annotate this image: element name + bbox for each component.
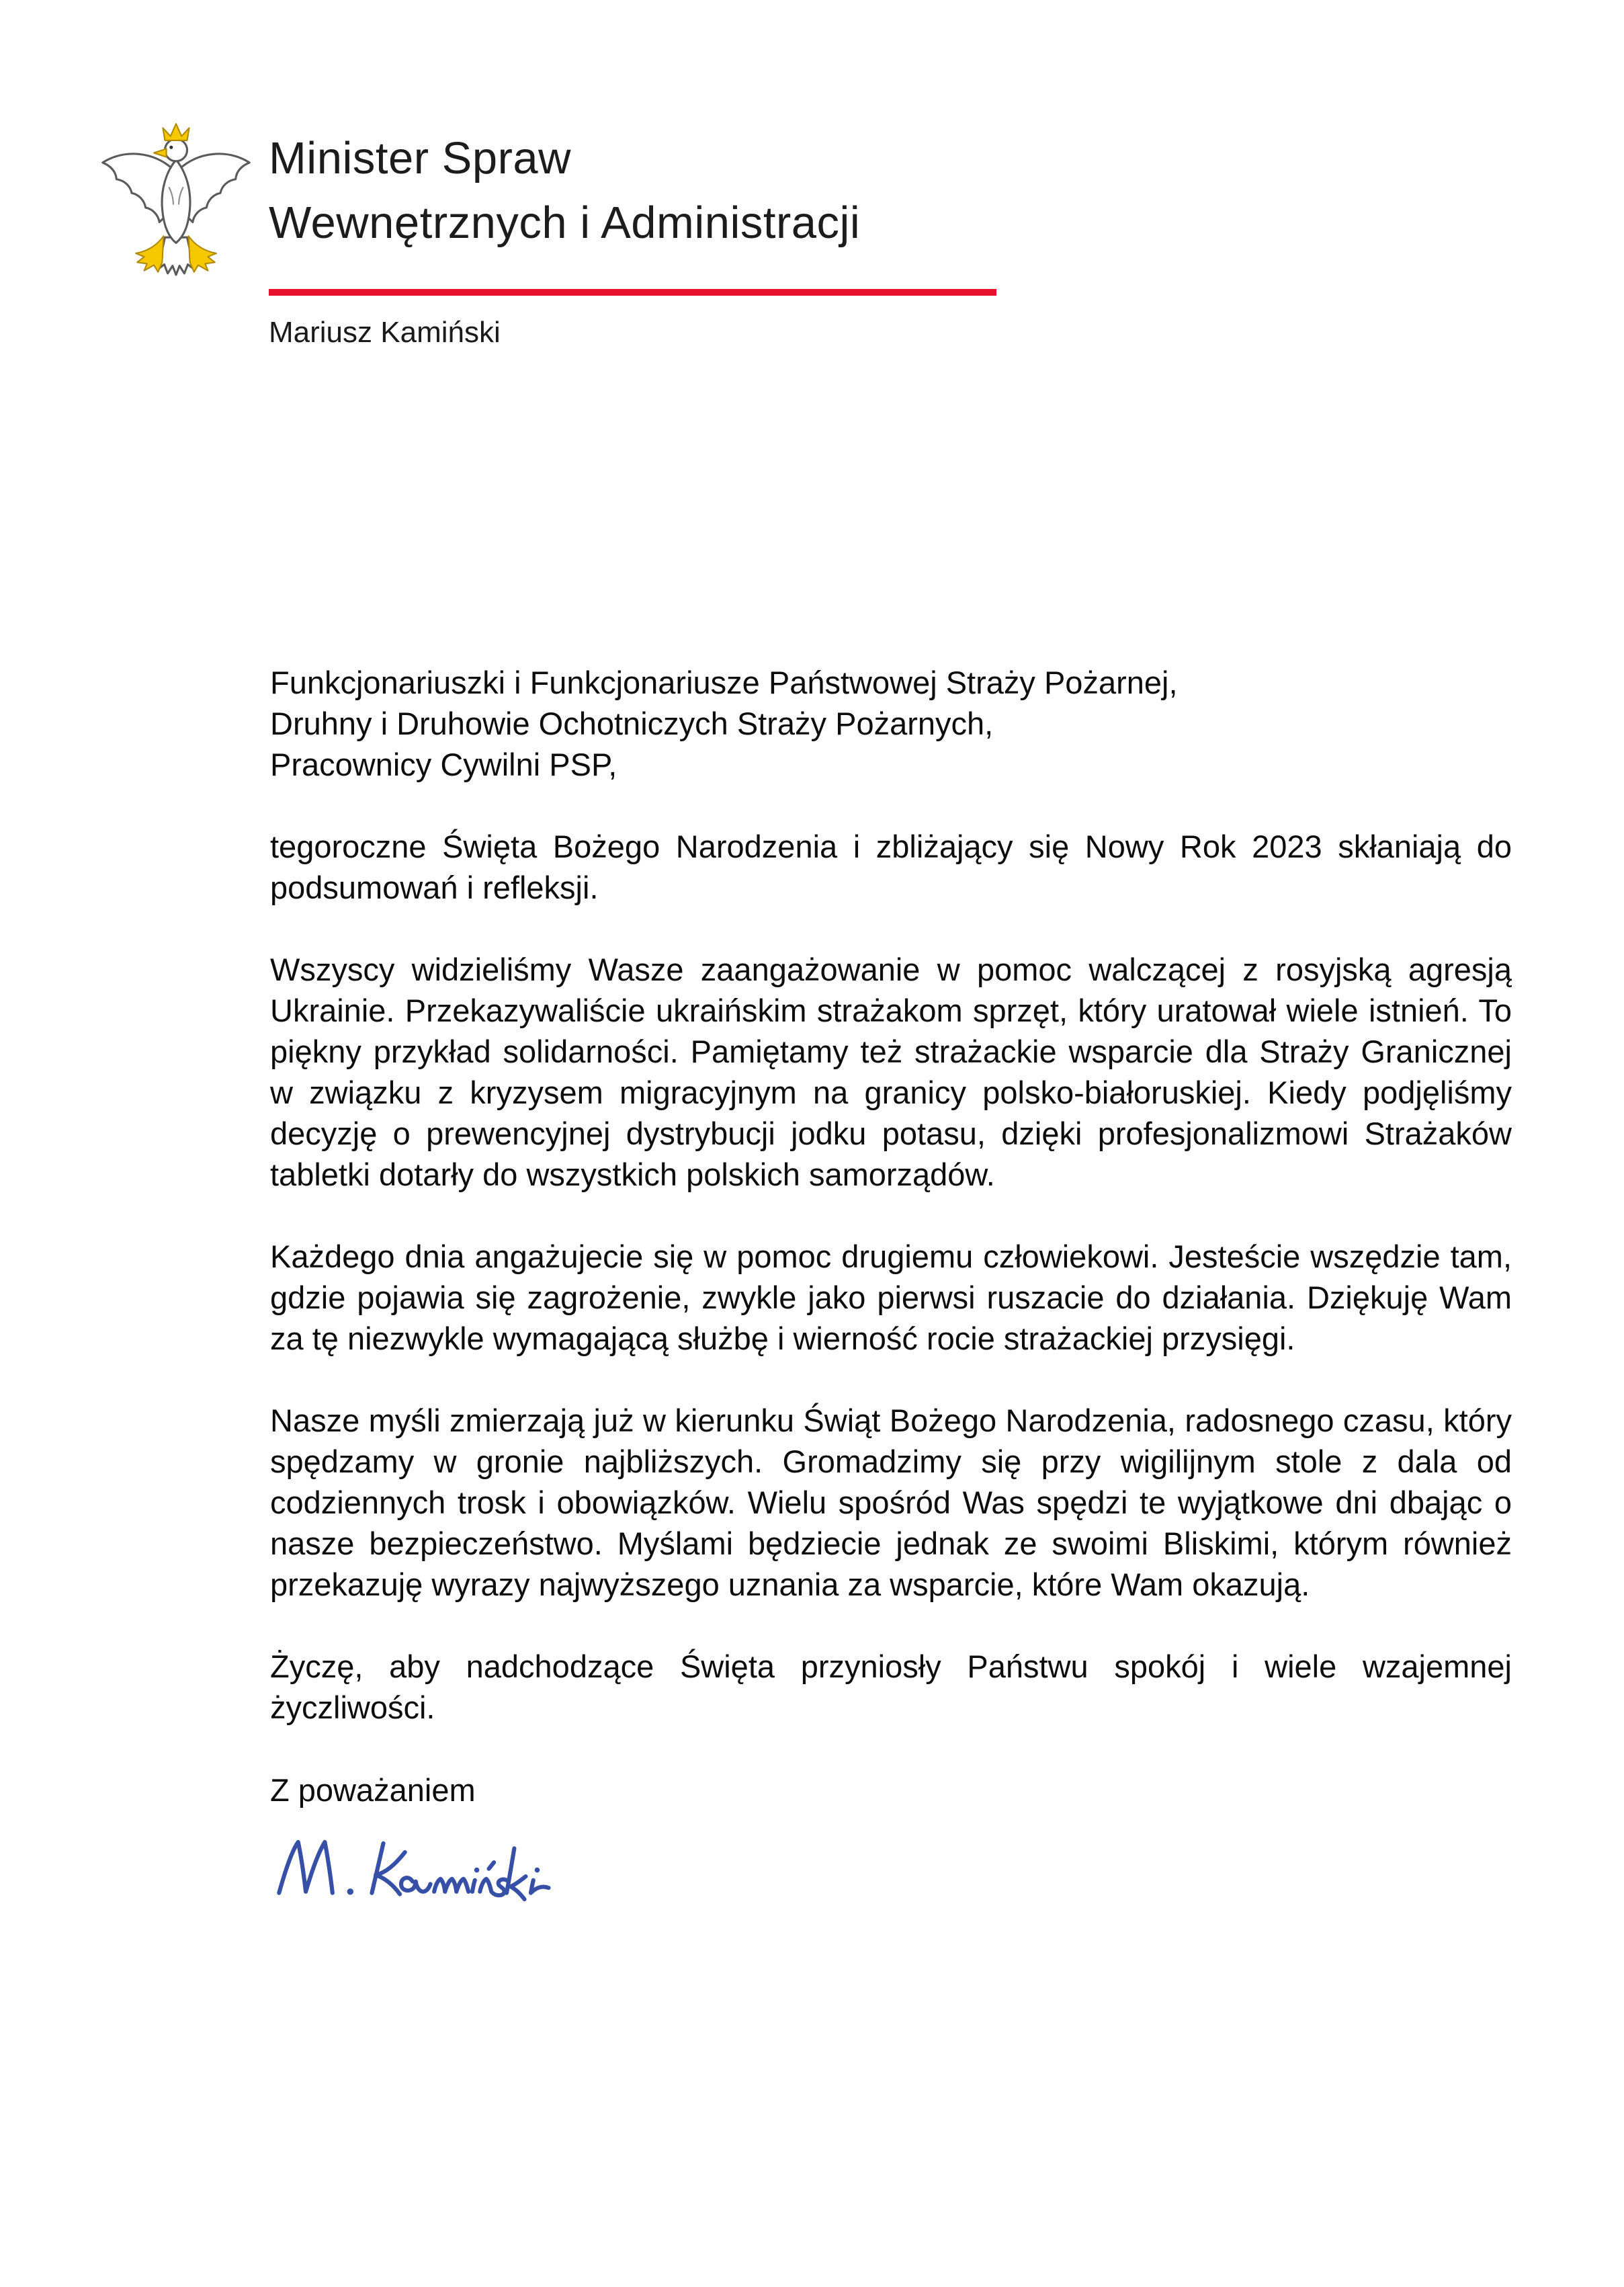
eagle-crown (163, 124, 189, 140)
paragraph-wishes: Życzę, aby nadchodzące Święta przyniosły Państwu spokój i wiele wzajemnej życzliwości. (270, 1649, 1512, 1725)
salutation-line: Druhny i Druhowie Ochotniczych Straży Pożarnych, (270, 706, 994, 741)
signature (270, 1829, 1512, 1921)
letter-body (270, 662, 1512, 1921)
polish-eagle-emblem (93, 120, 259, 300)
polish-eagle-icon (93, 120, 259, 300)
eagle-eye (169, 146, 173, 149)
salutation-line: Funkcjonariuszki i Funkcjonariusze Państwowej Straży Pożarnej, (270, 665, 1178, 700)
minister-name: Mariusz Kamiński (269, 316, 501, 349)
ministry-title-line1: Minister Spraw (269, 133, 572, 183)
red-divider (269, 289, 996, 296)
closing: Z poważaniem (270, 1772, 476, 1808)
eagle-head (165, 139, 187, 161)
paragraph-ukraine-support: Wszyscy widzieliśmy Wasze zaangażowanie w pomoc walczącej z rosyjską agresją Ukrainie. Przekazywaliście ukraińskim strażakom sprzęt, który uratował wiele istnień. To piękny przykład solidarności. Pamiętamy też strażackie wsparcie dla Straży Granicznej w związku z kryzysem migracyjnym na granicy polsko-białoruskiej. Kiedy podjęliśmy decyzję o prewencyjnej dystrybucji jodku potasu, dzięki profesjonalizmowi Strażaków tabletki dotarły do wszystkich polskich samorządów. (270, 952, 1512, 1192)
signature-handwriting-icon (270, 1829, 626, 1912)
paragraph-christmas: Nasze myśli zmierzają już w kierunku Świąt Bożego Narodzenia, radosnego czasu, który spędzamy w gronie najbliższych. Gromadzimy się przy wigilijnym stole z dala od codziennych trosk i obowiązków. Wielu spośród Was spędzi te wyjątkowe dni dbając o nasze bezpieczeństwo. Myślami będziecie jednak ze swoimi Bliskimi, którym również przekazuję wyrazy najwyższego uznania za wsparcie, które Wam okazują. (270, 1403, 1512, 1602)
salutation-line: Pracownicy Cywilni PSP, (270, 747, 617, 782)
paragraph-intro: tegoroczne Święta Bożego Narodzenia i zbliżający się Nowy Rok 2023 skłaniają do podsumowań i refleksji. (270, 829, 1512, 905)
paragraph-daily-service: Każdego dnia angażujecie się w pomoc drugiemu człowiekowi. Jesteście wszędzie tam, gdzie pojawia się zagrożenie, zwykle jako pierwsi ruszacie do działania. Dziękuję Wam za tę niezwykle wymagającą służbę i wierność rocie strażackiej przysięgi. (270, 1239, 1512, 1356)
salutation (270, 662, 1512, 785)
eagle-right-talon (189, 236, 216, 272)
eagle-left-talon (136, 236, 163, 272)
eagle-beak (154, 149, 167, 157)
ministry-title-line2: Wewnętrznych i Administracji (269, 198, 861, 248)
ministry-title (269, 126, 860, 255)
